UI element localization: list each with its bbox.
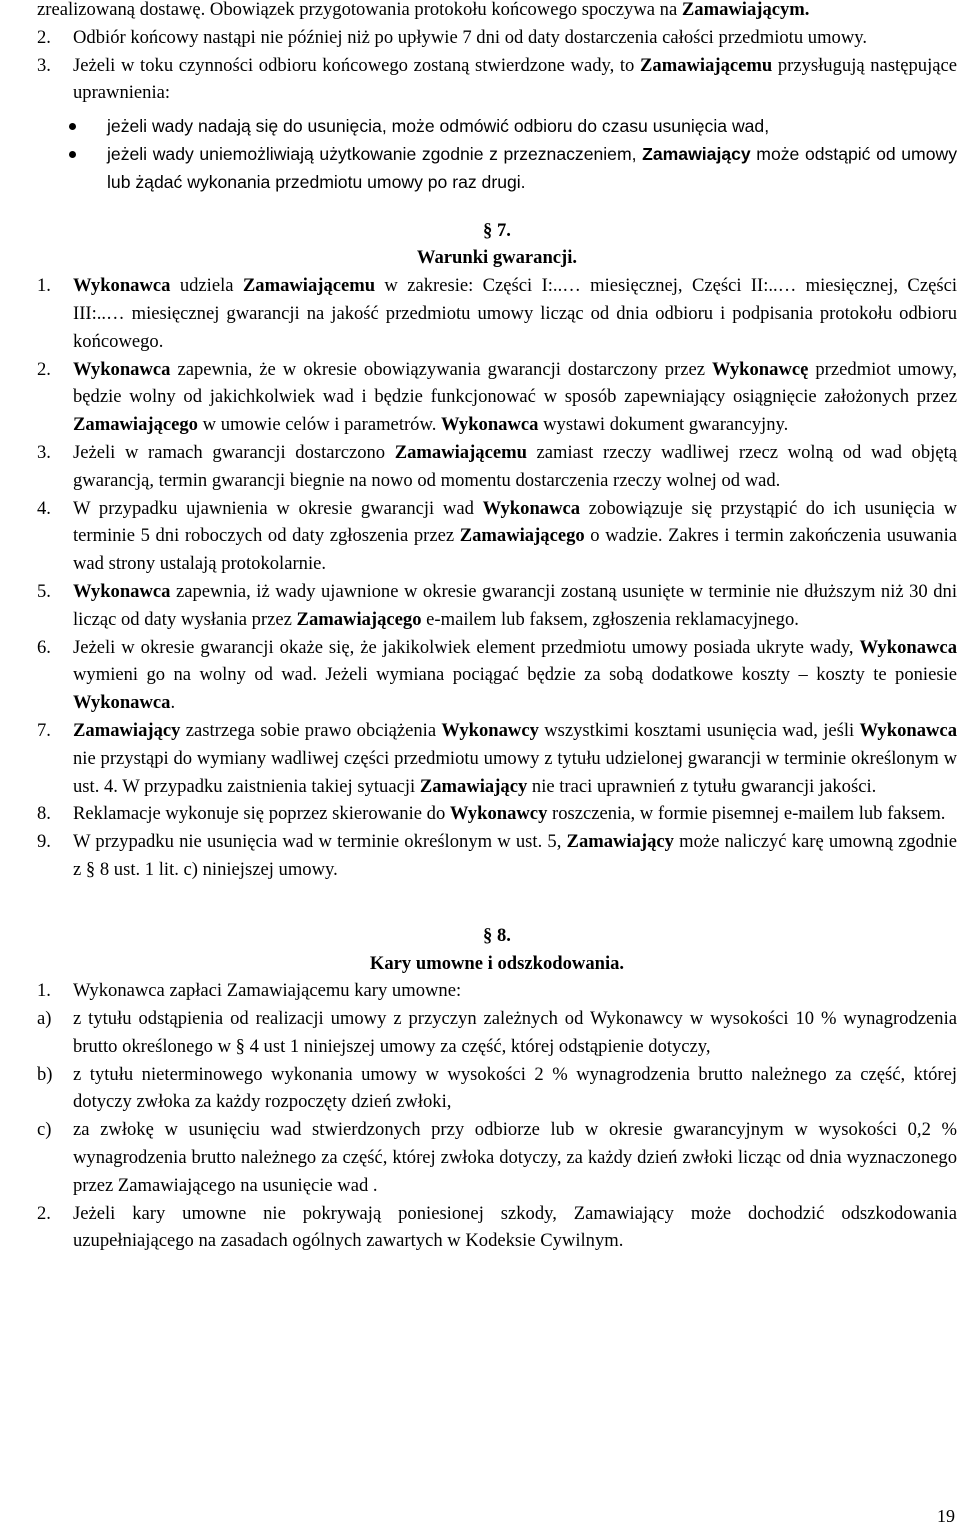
subitem-letter: b) <box>37 1063 53 1085</box>
bullet-text: jeżeli wady uniemożliwiają użytkowanie zgodnie z przeznaczeniem, <box>107 143 643 164</box>
item-text: roszczenia, w formie pisemnej e-mailem lub faksem. <box>547 803 946 825</box>
item-number: 9. <box>37 831 51 853</box>
subitem-letter: a) <box>37 1008 52 1030</box>
paragraph-number: 2. <box>37 26 51 48</box>
item-text: nie traci uprawnień z tytułu gwarancji jakości. <box>527 775 877 797</box>
s8-item-2 <box>37 1200 957 1256</box>
item-text: przedmiot umowy, będzie wolny od jakichkolwiek wad i będzie funkcjonować w sposób zapewniający osiągnięcie założonych przez <box>73 358 957 408</box>
bullet-item <box>37 113 957 141</box>
s8-item-1 <box>37 977 957 1005</box>
bold-term: Zamawiającemu <box>640 54 773 76</box>
item-number: 7. <box>37 719 51 741</box>
s8-subitem-list <box>37 1005 957 1200</box>
item-text: Reklamacje wykonuje się poprzez skierowanie do <box>73 803 450 825</box>
item-text: zapewnia, iż wady ujawnione w okresie gwarancji zostaną usunięte w terminie nie dłuższym niż 30 dni licząc od daty wysłania przez <box>73 580 957 630</box>
section-8-header <box>37 922 957 978</box>
bold-term: Zamawiającego <box>296 608 422 630</box>
bullet-text: jeżeli wady nadają się do usunięcia, może odmówić odbioru do czasu usunięcia wad, <box>107 116 770 137</box>
item-text: Jeżeli w ramach gwarancji dostarczono <box>73 441 395 463</box>
item-text: w umowie celów i parametrów. <box>197 414 441 436</box>
item-text: Jeżeli kary umowne nie pokrywają poniesionej szkody, Zamawiający może dochodzić odszkodowania uzupełniającego na zasadach ogólnych zawartych w Kodeksie Cywilnym. <box>73 1202 957 1252</box>
bold-term: Wykonawcę <box>711 358 809 380</box>
item-number: 1. <box>37 275 51 297</box>
bullet-icon <box>69 123 76 130</box>
paragraph-2 <box>37 24 957 52</box>
s7-item-5 <box>37 578 957 634</box>
continued-text-bold: Zamawiającym. <box>681 0 810 20</box>
document-body <box>37 0 957 1255</box>
bold-term: Wykonawca <box>859 636 957 658</box>
s7-item-1 <box>37 272 957 355</box>
item-number: 2. <box>37 358 51 380</box>
s8-subitem-c <box>37 1116 957 1199</box>
paragraph-number: 3. <box>37 54 51 76</box>
item-number: 3. <box>37 441 51 463</box>
bullet-item <box>37 141 957 197</box>
bold-term: Wykonawca <box>73 358 171 380</box>
paragraph-text: Jeżeli w toku czynności odbioru końcowego zostaną stwierdzone wady, to <box>73 54 641 76</box>
item-text: o wadzie. Zakres i termin zakończenia usuwania wad strony ustalają protokolarnie. <box>73 525 957 575</box>
bullet-icon <box>69 151 76 158</box>
bold-term: Wykonawca <box>859 719 957 741</box>
s7-item-7 <box>37 717 957 800</box>
item-text: . <box>170 692 176 714</box>
bold-term: Wykonawcy <box>441 719 539 741</box>
s7-item-3 <box>37 439 957 495</box>
item-number: 4. <box>37 497 51 519</box>
bold-term: Zamawiający <box>73 719 181 741</box>
item-text: zastrzega sobie prawo obciążenia <box>180 719 442 741</box>
section-7-header <box>37 217 957 273</box>
item-number: 8. <box>37 803 51 825</box>
subitem-text: z tytułu odstąpienia od realizacji umowy z przyczyn zależnych od Wykonawcy w wysokości 10 % wynagrodzenia brutto określonego w § 4 ust 1 niniejszej umowy za część, której odstąpienie dotyczy, <box>73 1008 957 1057</box>
continued-paragraph <box>37 0 957 24</box>
subitem-text: z tytułu nieterminowego wykonania umowy w wysokości 2 % wynagrodzenia brutto należnego za część, której dotyczy zwłoka za każdy rozpoczęty dzień zwłoki, <box>73 1063 957 1113</box>
bullet-text: może odstąpić od umowy lub żądać wykonania przedmiotu umowy po raz drugi. <box>107 143 957 192</box>
item-number: 2. <box>37 1202 51 1224</box>
bold-term: Wykonawca <box>482 497 581 519</box>
s7-item-8 <box>37 800 957 828</box>
item-text: wszystkimi kosztami usunięcia wad, jeśli <box>538 719 860 741</box>
s7-item-9 <box>37 828 957 884</box>
paragraph-3 <box>37 52 957 108</box>
section-number: § 8. <box>483 924 511 946</box>
paragraph-text: przysługują następujące uprawnienia: <box>73 54 957 104</box>
bold-term: Zamawiającemu <box>242 275 376 297</box>
bold-term: Wykonawca <box>73 580 171 602</box>
s7-item-2 <box>37 356 957 439</box>
item-number: 5. <box>37 580 51 602</box>
bold-term: Zamawiający <box>566 831 674 853</box>
bold-term: Zamawiający <box>419 775 528 797</box>
item-text: zamiast rzeczy wadliwej rzecz wolną od wad objętą gwarancją, termin gwarancji biegnie na nowo od momentu dostarczenia rzeczy wolnej od wad. <box>73 441 957 491</box>
continued-text: zrealizowaną dostawę. Obowiązek przygotowania protokołu końcowego spoczywa na <box>37 0 678 20</box>
s7-item-6 <box>37 634 957 717</box>
item-number: 6. <box>37 636 51 658</box>
bullet-list <box>37 113 957 196</box>
item-text: nie przystąpi do wymiany wadliwej części przedmiotu umowy z tytułu udzielonej gwarancji w terminie określonym w ust. 4. W przypadku zaistnienia takiej sytuacji <box>73 747 957 797</box>
bold-term: Zamawiającemu <box>394 441 527 463</box>
bold-term: Wykonawcy <box>449 803 548 825</box>
bold-term: Zamawiającego <box>73 414 198 436</box>
section-title: Kary umowne i odszkodowania. <box>369 952 625 974</box>
bold-term: Zamawiającego <box>459 525 585 547</box>
page-number: 19 <box>937 1506 955 1526</box>
item-text: zapewnia, że w okresie obowiązywania gwarancji dostarczony przez <box>170 358 712 380</box>
item-text: w zakresie: Części I:..… miesięcznej, Części II:..… miesięcznej, Części III:..… miesięcznej gwarancji na jakość przedmiotu umowy licząc od dnia odbioru i podpisania protokołu odbioru końcowego. <box>73 275 957 352</box>
item-text: wystawi dokument gwarancyjny. <box>538 414 789 436</box>
item-text: Wykonawca zapłaci Zamawiającemu kary umowne: <box>73 980 462 1002</box>
item-text: udziela <box>170 275 243 297</box>
item-text: może naliczyć karę umowną zgodnie z § 8 ust. 1 lit. c) niniejszej umowy. <box>73 831 957 880</box>
item-text: wymieni go na wolny od wad. Jeżeli wymiana pociągać będzie za sobą dodatkowe koszty – koszty te poniesie <box>73 664 957 686</box>
subitem-text: za zwłokę w usunięciu wad stwierdzonych przy odbiorze lub w okresie gwarancyjnym w wysokości 0,2 % wynagrodzenia brutto należnego za część, której zwłoka dotyczy, za każdy dzień zwłoki licząc od dnia wyznaczonego przez Zamawiającego na usunięcie wad . <box>73 1119 957 1196</box>
subitem-letter: c) <box>37 1119 52 1141</box>
section-title: Warunki gwarancji. <box>416 247 578 269</box>
item-number: 1. <box>37 980 51 1002</box>
bold-term: Wykonawca <box>73 275 171 297</box>
bold-term: Zamawiający <box>642 143 751 164</box>
item-text: W przypadku ujawnienia w okresie gwarancji wad <box>73 497 483 519</box>
bold-term: Wykonawca <box>73 692 171 714</box>
s7-item-4 <box>37 495 957 578</box>
paragraph-text: Odbiór końcowy nastąpi nie później niż po upływie 7 dni od daty dostarczenia całości przedmiotu umowy. <box>73 26 867 48</box>
s8-subitem-b <box>37 1061 957 1117</box>
item-text: Jeżeli w okresie gwarancji okaże się, że jakikolwiek element przedmiotu umowy posiada ukryte wady, <box>73 636 860 658</box>
s8-subitem-a <box>37 1005 957 1061</box>
section-number: § 7. <box>483 219 511 241</box>
bold-term: Wykonawca <box>441 414 539 436</box>
item-text: zobowiązuje się przystąpić do ich usunięcia w terminie 5 dni roboczych od daty zgłoszenia przez <box>73 497 957 547</box>
item-text: W przypadku nie usunięcia wad w terminie określonym w ust. 5, <box>73 831 567 853</box>
item-text: e-mailem lub faksem, zgłoszenia reklamacyjnego. <box>421 608 799 630</box>
